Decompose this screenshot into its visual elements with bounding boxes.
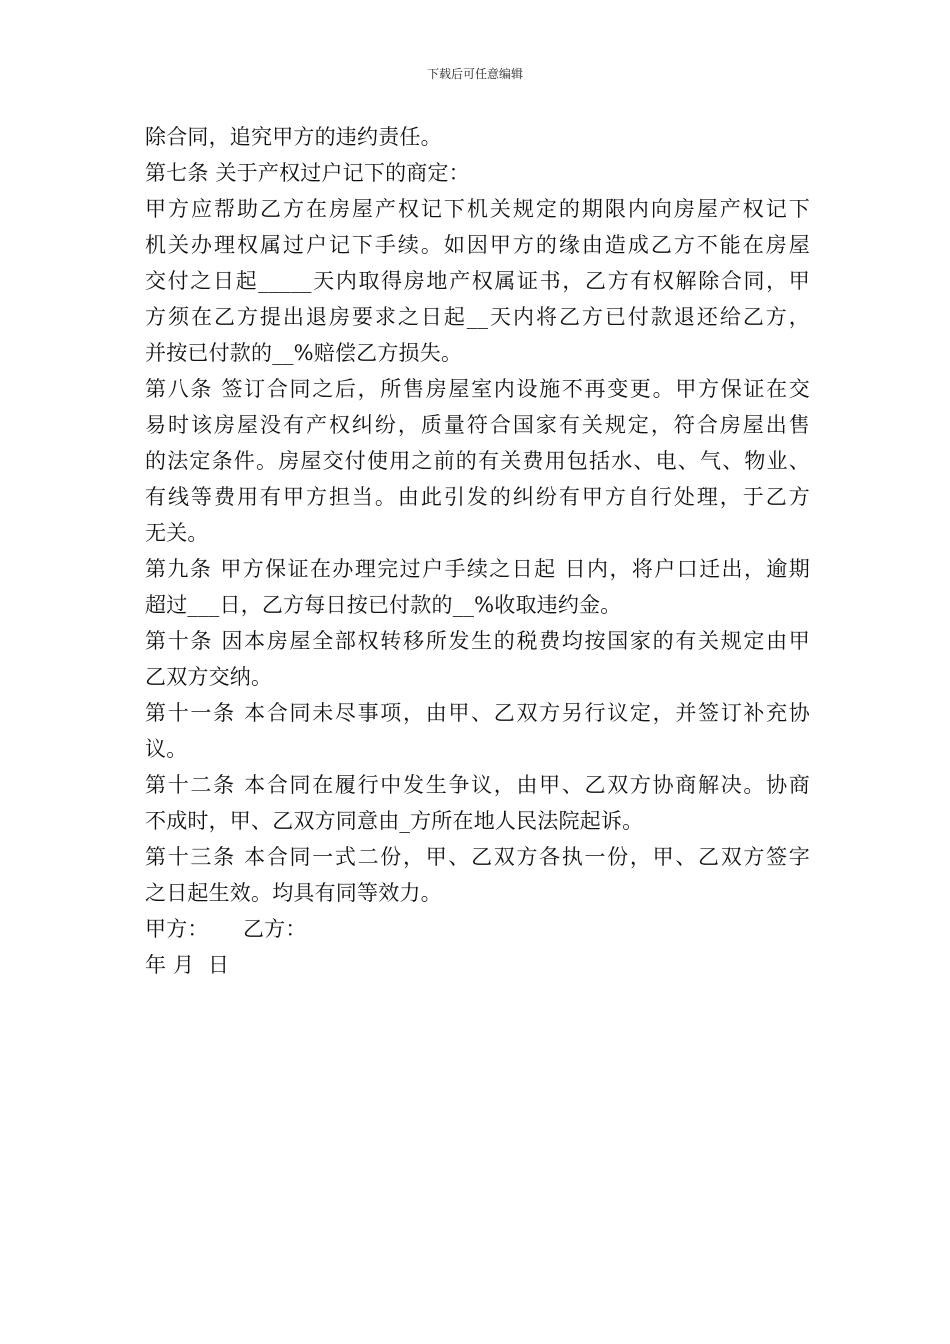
article-heading: 第十条 因本房屋全部权转移所发生的税费均按国家的有关规定由甲 [145,629,810,653]
text-line: 乙双方交纳。 [145,665,273,689]
text-line: 方须在乙方提出退房要求之日起__天内将乙方已付款退还给乙方， [145,305,810,329]
text-line: 机关办理权属过户记下手续。如因甲方的缘由造成乙方不能在房屋 [145,233,810,257]
signature-date: 年 月 日 [145,953,230,977]
text-line: 议。 [145,737,188,761]
text-line: 除合同，追究甲方的违约责任。 [145,125,442,149]
article-heading: 第十二条 本合同在履行中发生争议，由甲、乙双方协商解决。协商 [145,773,810,797]
article-heading: 第七条 关于产权过户记下的商定： [145,161,470,185]
article-heading: 第九条 甲方保证在办理完过户手续之日起 日内，将户口迁出，逾期 [145,557,810,581]
article-heading: 第八条 签订合同之后，所售房屋室内设施不再变更。甲方保证在交 [145,377,810,401]
text-line: 超过___日，乙方每日按已付款的__%收取违约金。 [145,593,622,617]
text-line: 无关。 [145,521,209,545]
text-line: 并按已付款的__%赔偿乙方损失。 [145,341,463,365]
text-line: 易时该房屋没有产权纠纷，质量符合国家有关规定，符合房屋出售 [145,413,810,437]
signature-parties: 甲方： 乙方： [145,917,307,941]
text-line: 甲方应帮助乙方在房屋产权记下机关规定的期限内向房屋产权记下 [145,197,810,221]
text-line: 之日起生效。均具有同等效力。 [145,881,442,905]
article-heading: 第十三条 本合同一式二份，甲、乙双方各执一份，甲、乙双方签字 [145,845,810,869]
page-header-note: 下载后可任意编辑 [426,67,523,81]
contract-body [145,119,810,983]
text-line: 有线等费用有甲方担当。由此引发的纠纷有甲方自行处理，于乙方 [145,485,810,509]
text-line: 的法定条件。房屋交付使用之前的有关费用包括水、电、气、物业、 [145,449,810,473]
text-line: 不成时，甲、乙双方同意由_方所在地人民法院起诉。 [145,809,644,833]
text-line: 交付之日起_____天内取得房地产权属证书，乙方有权解除合同，甲 [145,269,810,293]
article-heading: 第十一条 本合同未尽事项，由甲、乙双方另行议定，并签订补充协 [145,701,810,725]
